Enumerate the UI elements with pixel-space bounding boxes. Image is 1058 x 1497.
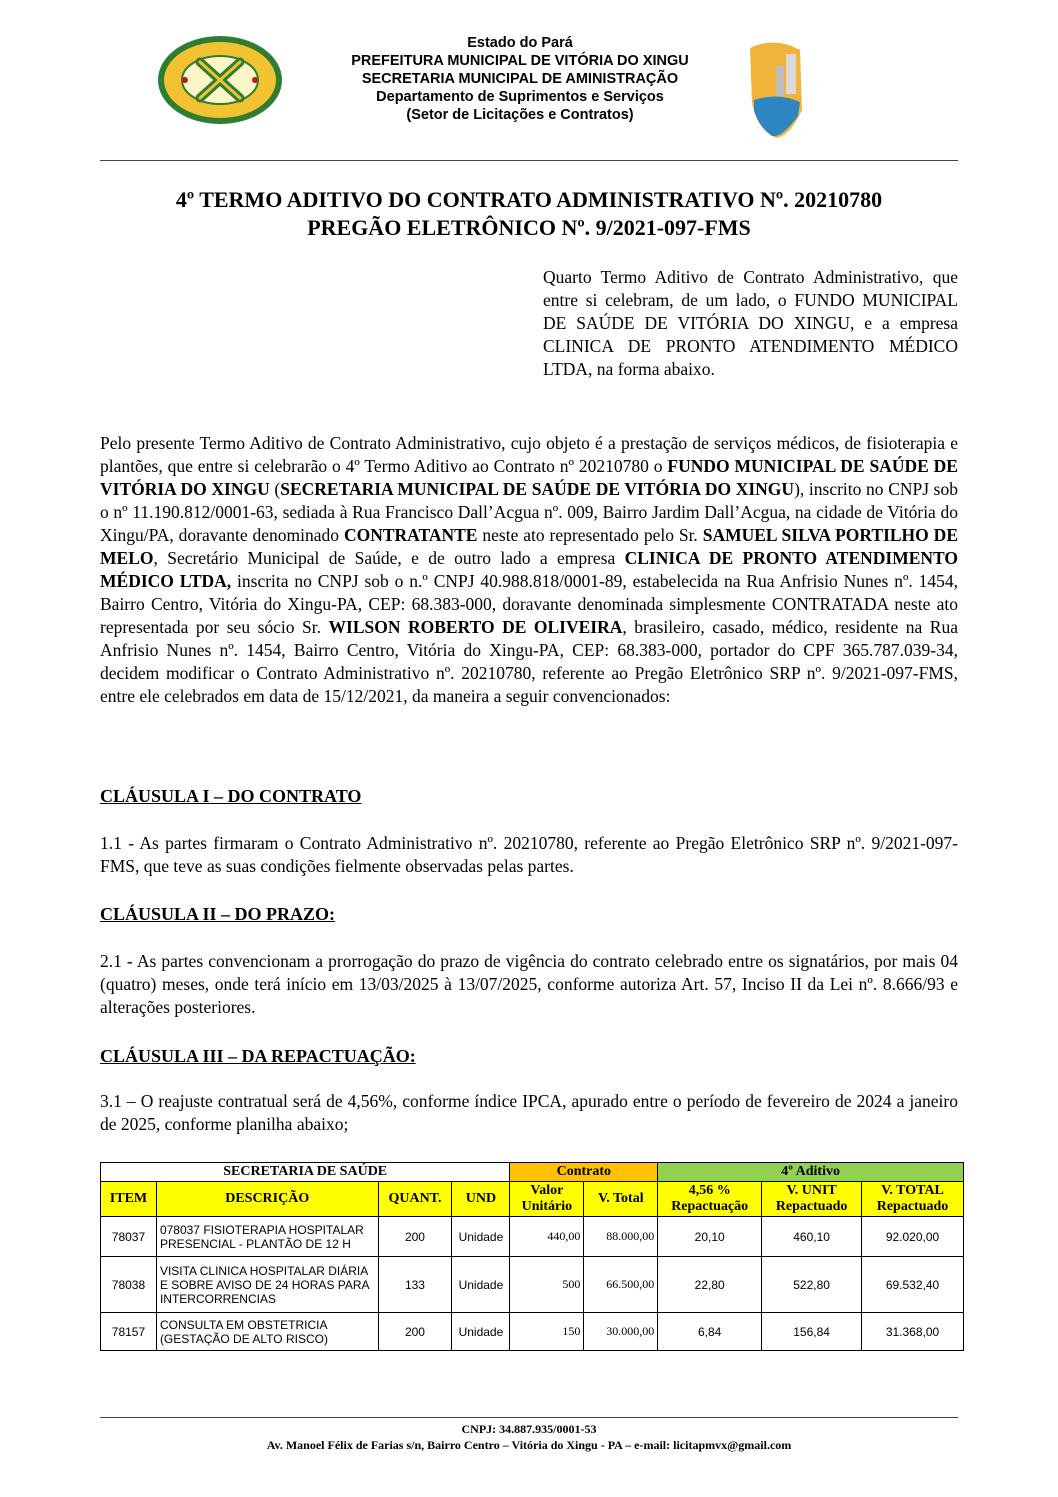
preamble-text: ), inscrito no CNPJ sob o nº 11.190.812/0001-63, sediada à Rua Francisco Dall’Acgua nº. 009, Bairro Jardim Dall’Acgua, na cidade de Vitória do Xingu/PA, doravante denominado [100, 479, 958, 545]
preamble-text: , Secretário Municipal de Saúde, e de outro lado a empresa [153, 548, 625, 568]
header-secretaria: SECRETARIA MUNICIPAL DE AMINISTRAÇÃO [361, 71, 679, 87]
cell-repactuacao: 22,80 [658, 1257, 762, 1313]
col-descricao: DESCRIÇÃO [156, 1182, 378, 1217]
table-group-header-row [101, 1163, 964, 1182]
cell-repactuacao: 6,84 [658, 1313, 762, 1351]
cell-item: 78037 [101, 1217, 157, 1257]
table-header-row [101, 1182, 964, 1217]
col-item: ITEM [101, 1182, 157, 1217]
summary-paragraph: Quarto Termo Aditivo de Contrato Administrativo, que entre si celebram, de um lado, o FUNDO MUNICIPAL DE SAÚDE DE VITÓRIA DO XINGU, e a empresa CLINICA DE PRONTO ATENDIMENTO MÉDICO LTDA, na forma abaixo. [543, 267, 958, 379]
header-setor: (Setor de Licitações e Contratos) [406, 107, 634, 123]
cell-descricao: 078037 FISIOTERAPIA HOSPITALAR PRESENCIAL - PLANTÃO DE 12 H [156, 1217, 378, 1257]
header-departamento: Departamento de Suprimentos e Serviços [376, 89, 664, 105]
header-rule [100, 160, 958, 161]
clause-heading: CLÁUSULA III – DA REPACTUAÇÃO: [100, 1046, 416, 1066]
preamble-text: , brasileiro, casado, médico, residente na Rua Anfrisio Nunes nº. 1454, Bairro Centro, Vitória do Xingu-PA, CEP: 68.383-000, portador do CPF 365.787.039-34, decidem modificar o Contrato Administrativo nº. 20210780, referente ao Pregão Eletrônico SRP nº. 9/2021-097-FMS, entre ele celebrados em data de 15/12/2021, da maneira a seguir convencionados: [100, 617, 958, 706]
preamble-bold: SAMUEL SILVA PORTILHO DE MELO [100, 525, 958, 568]
col-v-unit-repactuado: V. UNIT Repactuado [762, 1182, 862, 1217]
cell-valor-unitario: 440,00 [510, 1217, 584, 1257]
cell-quant: 133 [378, 1257, 452, 1313]
preamble-text: inscrita no CNPJ sob o n.º CNPJ 40.988.818/0001-89, estabelecida na Rua Anfrisio Nunes nº. 1454, Bairro Centro, Vitória do Xingu-PA, CEP: 68.383-000, doravante denominada simplesmente CONTRATADA neste ato representada por seu sócio Sr. [100, 571, 959, 637]
clause-heading: CLÁUSULA I – DO CONTRATO [100, 786, 362, 806]
preamble-bold: WILSON ROBERTO DE OLIVEIRA [328, 617, 623, 637]
repactuacao-table [100, 1162, 964, 1351]
col-valor-unitario: Valor Unitário [510, 1182, 584, 1217]
cell-descricao: VISITA CLINICA HOSPITALAR DIÁRIA E SOBRE AVISO DE 24 HORAS PARA INTERCORRENCIAS [156, 1257, 378, 1313]
cell-valor-unitario: 150 [510, 1313, 584, 1351]
cell-v-unit-repactuado: 460,10 [762, 1217, 862, 1257]
cell-und: Unidade [452, 1257, 510, 1313]
preamble-bold: SECRETARIA MUNICIPAL DE SAÚDE DE VITÓRIA DO XINGU [280, 479, 795, 499]
preamble-bold: CONTRATANTE [343, 525, 478, 545]
cell-v-total: 30.000,00 [584, 1313, 658, 1351]
group-secretaria: SECRETARIA DE SAÚDE [101, 1163, 510, 1182]
cell-v-total-repactuado: 92.020,00 [862, 1217, 964, 1257]
cell-v-total: 66.500,00 [584, 1257, 658, 1313]
col-und: UND [452, 1182, 510, 1217]
cell-repactuacao: 20,10 [658, 1217, 762, 1257]
preamble-text: ( [269, 479, 281, 499]
cell-v-total-repactuado: 31.368,00 [862, 1313, 964, 1351]
preamble-text: Pelo presente Termo Aditivo de Contrato Administrativo, cujo objeto é a prestação de serviços médicos, de fisioterapia e plantões, que entre si celebrarão o 4º Termo Aditivo ao Contrato nº 20210780 o [100, 433, 958, 476]
col-v-total: V. Total [584, 1182, 658, 1217]
cell-v-unit-repactuado: 522,80 [762, 1257, 862, 1313]
cell-und: Unidade [452, 1217, 510, 1257]
preamble-bold: CLINICA DE PRONTO ATENDIMENTO MÉDICO LTDA, [100, 548, 958, 591]
preamble-paragraph [100, 432, 958, 708]
cell-item: 78038 [101, 1257, 157, 1313]
footer-address: Av. Manoel Félix de Farias s/n, Bairro Centro – Vitória do Xingu - PA – e-mail: licitapmvx@gmail.com [266, 1438, 792, 1452]
footer-cnpj: CNPJ: 34.887.935/0001-53 [461, 1422, 597, 1436]
cell-v-total: 88.000,00 [584, 1217, 658, 1257]
clause-heading: CLÁUSULA II – DO PRAZO: [100, 904, 336, 924]
municipal-seal-logo [155, 34, 285, 126]
cell-descricao: CONSULTA EM OBSTETRICIA (GESTAÇÃO DE ALTO RISCO) [156, 1313, 378, 1351]
table-row [101, 1257, 964, 1313]
col-quant: QUANT. [378, 1182, 452, 1217]
cell-und: Unidade [452, 1313, 510, 1351]
table-row [101, 1313, 964, 1351]
col-repactuacao: 4,56 % Repactuação [658, 1182, 762, 1217]
col-v-total-repactuado: V. TOTAL Repactuado [862, 1182, 964, 1217]
group-contrato: Contrato [510, 1163, 658, 1182]
cell-item: 78157 [101, 1313, 157, 1351]
cell-quant: 200 [378, 1313, 452, 1351]
clause-text: 2.1 - As partes convencionam a prorrogação do prazo de vigência do contrato celebrado entre os signatários, por mais 04 (quatro) meses, onde terá início em 13/03/2025 à 13/07/2025, conforme autoriza Art. 57, Inciso II da Lei nº. 8.666/93 e alterações posteriores. [100, 951, 958, 1017]
vitoria-do-xingu-logo [750, 40, 960, 140]
header-prefeitura: PREFEITURA MUNICIPAL DE VITÓRIA DO XINGU [351, 53, 689, 69]
clause-text: 1.1 - As partes firmaram o Contrato Administrativo nº. 20210780, referente ao Pregão Eletrônico SRP nº. 9/2021-097-FMS, que teve as suas condições fielmente observadas pelas partes. [100, 833, 958, 876]
group-aditivo: 4º Aditivo [658, 1163, 964, 1182]
cell-quant: 200 [378, 1217, 452, 1257]
letterhead-text [290, 34, 750, 124]
cell-valor-unitario: 500 [510, 1257, 584, 1313]
preamble-text: neste ato representado pelo Sr. [477, 525, 703, 545]
cell-v-total-repactuado: 69.532,40 [862, 1257, 964, 1313]
table-row [101, 1217, 964, 1257]
document-subtitle: PREGÃO ELETRÔNICO Nº. 9/2021-097-FMS [307, 215, 751, 240]
preamble-bold: FUNDO MUNICIPAL DE SAÚDE DE VITÓRIA DO XINGU [100, 456, 958, 499]
clause-text: 3.1 – O reajuste contratual será de 4,56%, conforme índice IPCA, apurado entre o período de fevereiro de 2024 a janeiro de 2025, conforme planilha abaixo; [100, 1091, 958, 1134]
letterhead [100, 34, 958, 154]
footer-rule [100, 1417, 958, 1418]
document-title: 4º TERMO ADITIVO DO CONTRATO ADMINISTRATIVO Nº. 20210780 [175, 187, 883, 212]
cell-v-unit-repactuado: 156,84 [762, 1313, 862, 1351]
header-state: Estado do Pará [467, 35, 573, 51]
